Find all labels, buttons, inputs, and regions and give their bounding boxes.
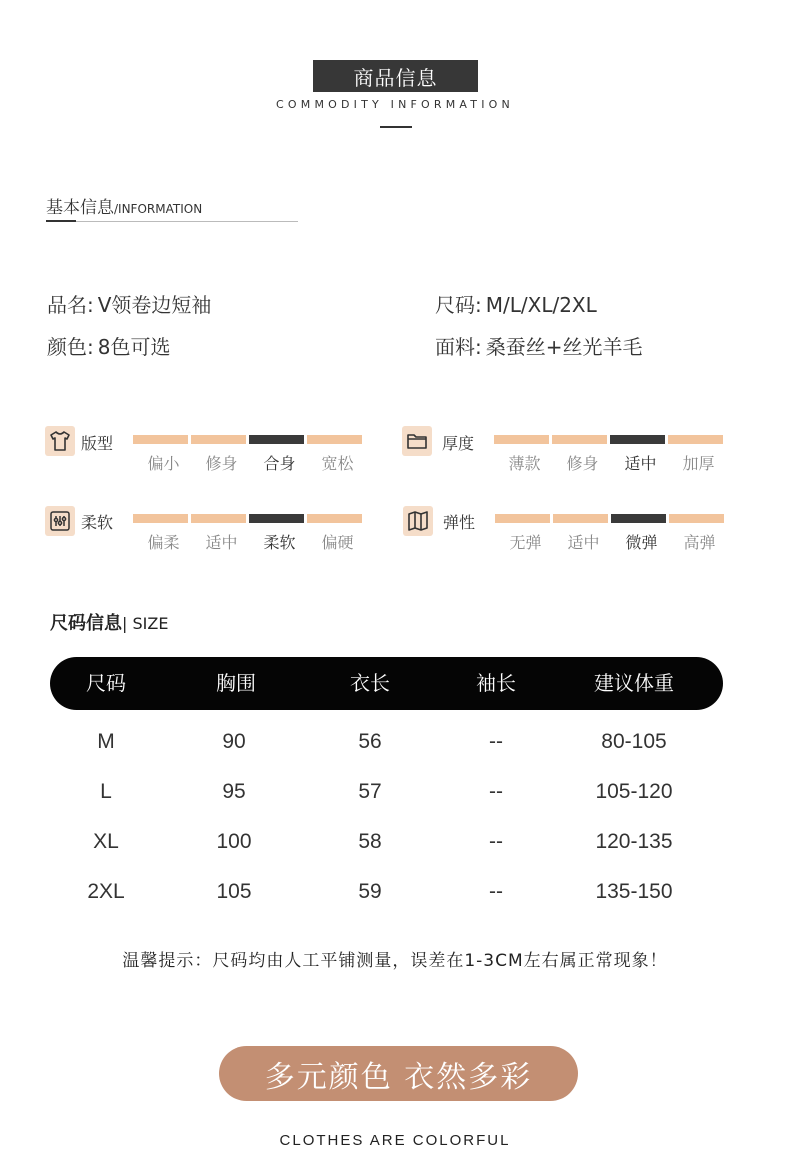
col-header-size: 尺码 [86,671,126,695]
table-cell: XL [93,830,119,853]
info-color-key: 颜色: [47,335,94,359]
thickness-option-2: 修身 [566,454,599,473]
table-cell: 57 [358,780,382,803]
basic-info-rule [46,221,298,222]
size-heading-subtitle: | SIZE [122,614,169,633]
fit-option-2: 修身 [205,454,238,473]
col-header-sleeve: 袖长 [476,671,516,695]
info-color [47,331,170,360]
section-subtitle: COMMODITY INFORMATION [276,98,514,111]
section-title: 商品信息 [353,65,438,90]
col-header-weight: 建议体重 [594,671,674,695]
info-size [435,289,597,318]
colorful-banner [219,1046,578,1101]
table-cell: 80-105 [601,730,667,753]
softness-bar-2 [191,514,246,523]
size-heading-title: 尺码信息 [50,613,122,634]
attr-label-fit: 版型 [81,434,114,453]
col-header-chest: 胸围 [216,671,256,695]
size-heading [50,609,168,635]
table-cell: 95 [222,780,246,803]
table-cell: L [100,780,112,803]
thickness-option-4: 加厚 [682,454,715,473]
info-name-key: 品名: [47,293,94,317]
thickness-option-1: 薄款 [508,454,541,473]
info-name-value: V领卷边短袖 [97,293,212,317]
softness-option-2: 适中 [205,533,238,552]
info-color-value: 8色可选 [97,335,171,359]
table-cell: 100 [216,830,252,853]
attr-label-softness: 柔软 [81,513,114,532]
thickness-bar-1 [494,435,549,444]
title-divider [380,126,412,128]
thickness-bar-2 [552,435,607,444]
fit-bar-2 [191,435,246,444]
softness-icon [45,506,75,536]
attr-label-thickness: 厚度 [442,434,475,453]
section-title-box [313,60,478,92]
fit-bar-4 [307,435,362,444]
table-cell: 59 [358,880,382,903]
measurement-tip: 温馨提示：尺码均由人工平铺测量，误差在1-3CM左右属正常现象！ [122,951,668,971]
basic-info-rule-accent [46,220,76,222]
table-cell: -- [489,780,503,803]
table-cell: 90 [222,730,246,753]
fit-bar-1 [133,435,188,444]
softness-bar-3-selected [249,514,304,523]
fit-bar-3-selected [249,435,304,444]
elasticity-bar-1 [495,514,550,523]
softness-option-4: 偏硬 [321,533,354,552]
fit-option-1: 偏小 [147,454,180,473]
elasticity-option-2: 适中 [567,533,600,552]
tshirt-icon [45,426,75,456]
folder-icon [402,426,432,456]
banner-text: 多元颜色 衣然多彩 [264,1059,533,1095]
softness-bar-1 [133,514,188,523]
table-cell: -- [489,830,503,853]
elasticity-option-3: 微弹 [625,533,658,552]
elasticity-bar-4 [669,514,724,523]
info-fabric-value: 桑蚕丝+丝光羊毛 [485,335,643,359]
elasticity-option-4: 高弹 [683,533,716,552]
info-fabric [435,331,643,360]
basic-info-heading [46,193,202,218]
table-cell: M [97,730,115,753]
map-icon [403,506,433,536]
elasticity-bar-3-selected [611,514,666,523]
table-cell: -- [489,880,503,903]
table-cell: 120-135 [595,830,673,853]
table-cell: 58 [358,830,382,853]
info-size-key: 尺码: [435,293,482,317]
thickness-bar-3-selected [610,435,665,444]
thickness-bar-4 [668,435,723,444]
info-size-value: M/L/XL/2XL [485,293,597,317]
table-cell: -- [489,730,503,753]
table-cell: 56 [358,730,382,753]
basic-info-subtitle: /INFORMATION [114,202,203,216]
footer-caption: CLOTHES ARE COLORFUL [279,1132,511,1149]
size-table-header [50,657,723,710]
elasticity-option-1: 无弹 [509,533,542,552]
table-cell: 105 [216,880,252,903]
table-cell: 105-120 [595,780,673,803]
fit-option-3: 合身 [263,454,296,473]
table-cell: 135-150 [595,880,673,903]
info-fabric-key: 面料: [435,335,482,359]
info-name [47,289,211,318]
table-cell: 2XL [87,880,125,903]
elasticity-bar-2 [553,514,608,523]
softness-bar-4 [307,514,362,523]
attr-label-elasticity: 弹性 [443,513,476,532]
fit-option-4: 宽松 [321,454,354,473]
softness-option-3: 柔软 [263,533,296,552]
col-header-length: 衣长 [350,671,390,695]
softness-option-1: 偏柔 [147,533,180,552]
basic-info-title: 基本信息 [46,198,114,218]
thickness-option-3: 适中 [624,454,657,473]
